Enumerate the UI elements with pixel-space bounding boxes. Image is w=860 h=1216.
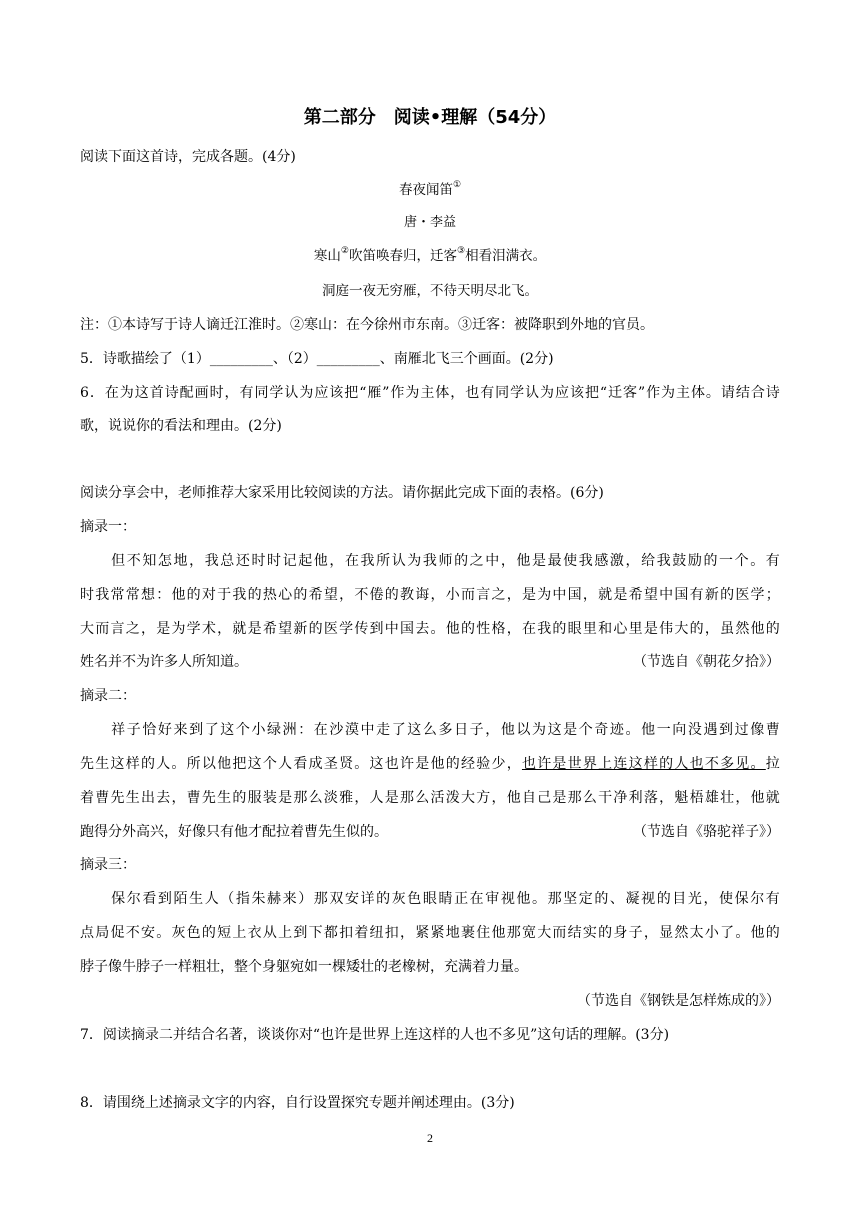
excerpt-1-line-2: 时我常常想：他的对于我的热心的希望，不倦的教诲，小而言之，是为中国，就是希望中国有新的医学； [80,587,780,603]
excerpt-3-source: （节选自《钢铁是怎样炼成的》） [577,993,780,1009]
excerpt-1-source: （节选自《朝花夕拾》） [633,654,780,670]
excerpt-1-line-4: 姓名并不为许多人所知道。 [80,654,248,670]
question-8: 8．请围绕上述摘录文字的内容，自行设置探究专题并阐述理由。(3分) [80,1095,515,1111]
excerpt-1-label: 摘录一： [80,519,136,535]
poem-line-1: 寒山②吹笛唤春归，迁客③相看泪满衣。 [313,245,547,264]
excerpt-3-label: 摘录三： [80,857,136,873]
poem-line-2: 洞庭一夜无穷雁，不待天明尽北飞。 [322,283,538,299]
excerpt-2-source: （节选自《骆驼祥子》） [633,824,780,840]
poem-instruction: 阅读下面这首诗，完成各题。(4分) [80,149,296,165]
page-number: 2 [427,1131,433,1145]
poem-notes: 注：①本诗写于诗人谪迁江淮时。②寒山：在今徐州市东南。③迁客：被降职到外地的官员。 [80,317,654,333]
question-5: 5．诗歌描绘了（1）_________、（2）_________、南雁北飞三个画面。(2分) [80,351,554,367]
question-6-line-1: 6．在为这首诗配画时，有同学认为应该把“雁”作为主体，也有同学认为应该把“迁客”作为主体。请结合诗 [80,385,780,401]
excerpt-1-line-3: 大而言之，是为学术，就是希望新的医学传到中国去。他的性格，在我的眼里和心里是伟大的，虽然他的 [80,621,780,637]
excerpt-3-line-2: 点局促不安。灰色的短上衣从上到下都扣着纽扣，紧紧地裹住他那宽大而结实的身子，显然太小了。他的 [80,925,780,941]
section-title: 第二部分 阅读•理解（54分） [303,107,557,128]
excerpt-2-line-3: 着曹先生出去，曹先生的服装是那么淡雅，人是那么活泼大方，他自己是那么干净利落，魁梧雄壮，他就 [80,790,780,806]
excerpt-1-line-1: 但不知怎地，我总还时时记起他，在我所认为我师的之中，他是最使我感激，给我鼓励的一个。有 [80,553,780,569]
excerpt-2-label: 摘录二： [80,688,136,704]
poem-title: 春夜闻笛① [398,179,462,198]
excerpt-2-line-1: 祥子恰好来到了这个小绿洲：在沙漠中走了这么多日子，他以为这是个奇迹。他一向没遇到过像曹 [80,722,780,738]
reading-instruction: 阅读分享会中，老师推荐大家采用比较阅读的方法。请你据此完成下面的表格。(6分) [80,485,604,501]
excerpt-2-line-4: 跑得分外高兴，好像只有他才配拉着曹先生似的。 [80,824,388,840]
excerpt-3-line-3: 脖子像牛脖子一样粗壮，整个身躯宛如一棵矮壮的老橡树，充满着力量。 [80,959,528,975]
underlined-sentence: 也许是世界上连这样的人也不多见。 [521,756,766,772]
question-6-line-2: 歌，说说你的看法和理由。(2分) [80,418,282,434]
excerpt-2-line-2: 先生这样的人。所以他把这个人看成圣贤。这也许是他的经验少，也许是世界上连这样的人也不多见。拉 [80,756,780,772]
question-7: 7．阅读摘录二并结合名著，谈谈你对“也许是世界上连这样的人也不多见”这句话的理解。(3分) [80,1027,670,1043]
excerpt-3-line-1: 保尔看到陌生人（指朱赫来）那双安详的灰色眼睛正在审视他。那坚定的、凝视的目光，使保尔有 [80,891,780,907]
poem-author: 唐・李益 [403,215,456,230]
